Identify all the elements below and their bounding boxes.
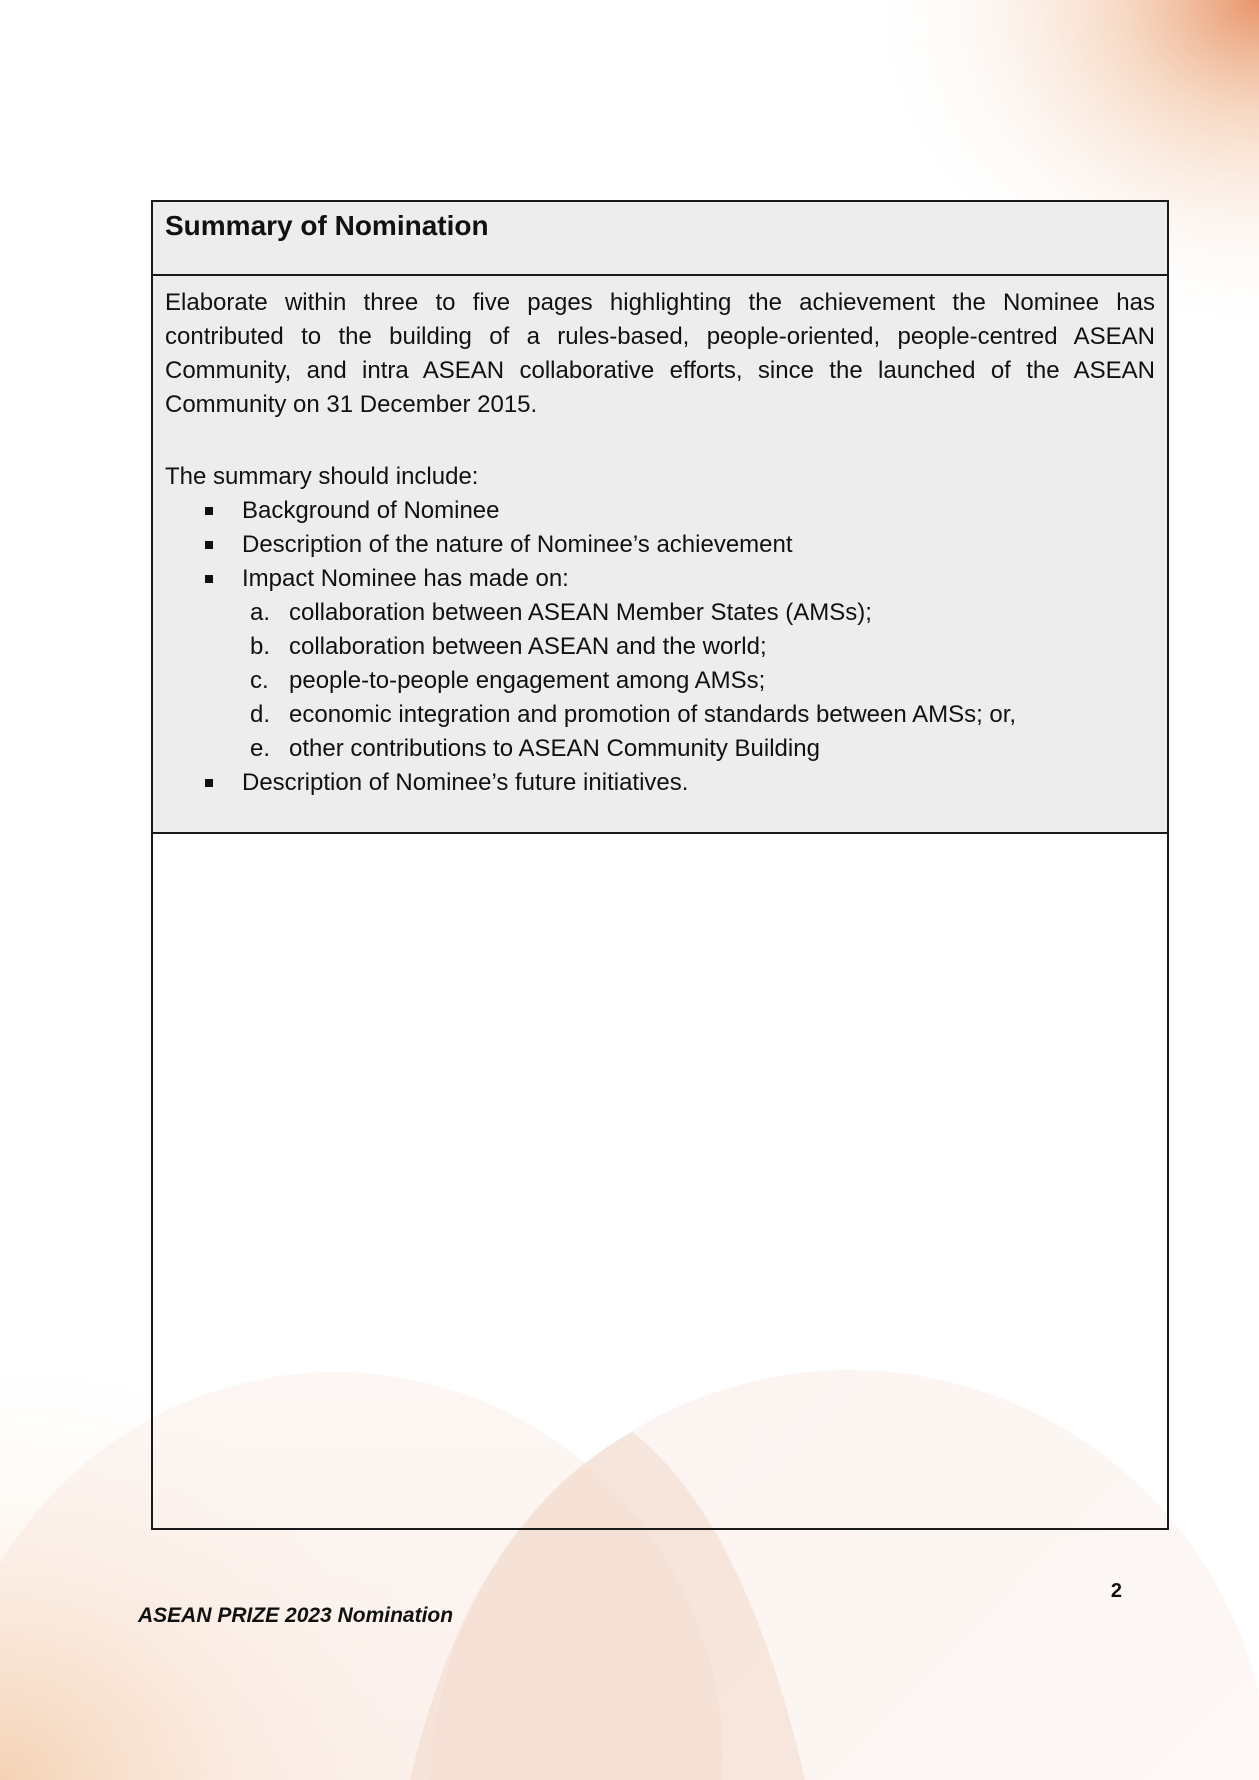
sub-item-text: collaboration between ASEAN Member States (AMSs); [289,599,872,626]
impact-sub-list [242,596,1155,766]
sub-item [250,698,1155,732]
square-bullet-icon [205,507,213,515]
include-lead: The summary should include: [165,463,479,490]
bullet-item [165,494,1155,528]
square-bullet-icon [205,541,213,549]
nomination-summary-table [151,200,1169,1530]
bullet-text: Impact Nominee has made on: [242,565,569,592]
sub-item [250,596,1155,630]
sub-item-text: economic integration and promotion of standards between AMSs; or, [289,701,1017,728]
bullet-item [165,766,1155,800]
sub-item-marker: c. [250,667,269,694]
sub-item-marker: e. [250,735,271,762]
intro-paragraph: Elaborate within three to five pages highlighting the achievement the Nominee has contributed to the building of a rules-based, people-oriented, people-centred ASEAN Community, and intra ASEAN collaborative efforts, since the launched of the ASEAN Community on 31 December 2015. [165,289,1155,418]
bullet-text: Description of Nominee’s future initiatives. [242,769,689,796]
sub-item-text: other contributions to ASEAN Community Building [289,735,820,762]
square-bullet-icon [205,575,213,583]
sub-item-marker: b. [250,633,271,660]
section-header [153,202,1167,276]
bullet-list [165,494,1155,800]
sub-item-text: people-to-people engagement among AMSs; [289,667,766,694]
page-number: 2 [1110,1580,1122,1602]
bullet-item [165,562,1155,766]
sub-item [250,664,1155,698]
section-title: Summary of Nomination [165,210,489,241]
square-bullet-icon [205,779,213,787]
sub-item-text: collaboration between ASEAN and the world; [289,633,767,660]
sub-item-marker: d. [250,701,271,728]
footer-title: ASEAN PRIZE 2023 Nomination [138,1604,454,1627]
sub-item [250,630,1155,664]
summary-answer-area[interactable] [153,834,1167,1524]
bullet-text: Description of the nature of Nominee’s achievement [242,531,793,558]
instructions-cell [153,276,1167,834]
sub-item [250,732,1155,766]
bullet-item [165,528,1155,562]
sub-item-marker: a. [250,599,271,626]
bullet-text: Background of Nominee [242,497,500,524]
